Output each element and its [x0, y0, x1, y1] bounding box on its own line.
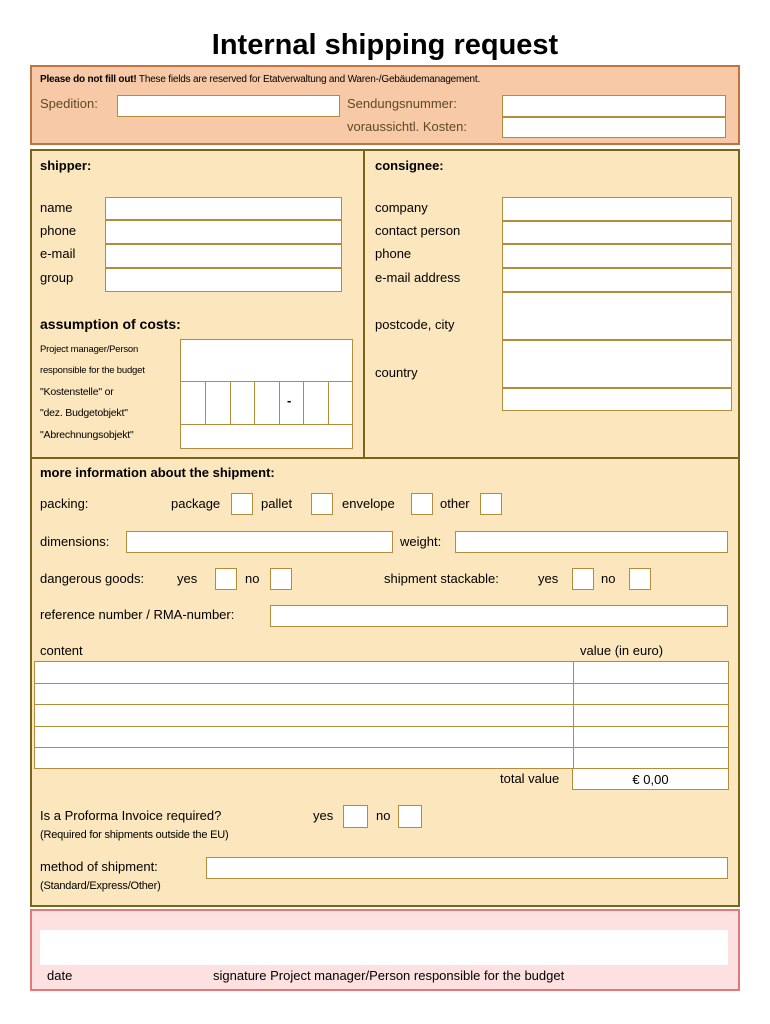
- envelope-label: envelope: [342, 496, 395, 511]
- total-value-field: € 0,00: [572, 768, 729, 790]
- abrechnungsobjekt-field[interactable]: [180, 424, 353, 449]
- consignee-contact-label: contact person: [375, 223, 461, 238]
- content-row-1[interactable]: [35, 662, 572, 683]
- signature-field[interactable]: [40, 930, 728, 965]
- consignee-country-label: country: [375, 365, 418, 380]
- stackable-no-label: no: [601, 571, 616, 586]
- kostenstelle-field[interactable]: [180, 381, 353, 425]
- shipper-name-field[interactable]: [105, 197, 342, 220]
- costs-line4: "dez. Budgetobjekt": [40, 407, 128, 419]
- costs-line5: "Abrechnungsobjekt": [40, 429, 134, 441]
- package-label: package: [171, 496, 221, 511]
- reference-field[interactable]: [270, 605, 728, 627]
- dangerous-yes-label: yes: [177, 571, 198, 586]
- reserved-notice: [40, 74, 480, 86]
- consignee-phone-label: phone: [375, 246, 412, 261]
- kosten-field[interactable]: [502, 117, 726, 138]
- method-label: method of shipment:: [40, 859, 158, 874]
- reserved-notice-text: These fields are reserved for Etatverwaltung and Waren-/Gebäudemanagement.: [138, 74, 481, 85]
- total-value-label: total value: [500, 771, 560, 786]
- content-row-2[interactable]: [35, 683, 572, 704]
- content-row-3[interactable]: [35, 704, 572, 726]
- envelope-checkbox[interactable]: [411, 493, 433, 515]
- shipper-email-field[interactable]: [105, 244, 342, 268]
- consignee-company-field[interactable]: [502, 197, 732, 221]
- consignee-postcode-field[interactable]: [502, 292, 732, 340]
- stackable-no-checkbox[interactable]: [629, 568, 651, 590]
- budget-person-field[interactable]: [180, 339, 353, 382]
- kostenstelle-separator: -: [287, 393, 292, 408]
- consignee-extra-field[interactable]: [502, 388, 732, 411]
- shipper-heading: shipper:: [40, 158, 92, 173]
- costs-line1: Project manager/Person: [40, 344, 139, 355]
- consignee-email-field[interactable]: [502, 268, 732, 292]
- shipper-name-label: name: [40, 200, 73, 215]
- shipper-phone-field[interactable]: [105, 220, 342, 244]
- content-row-5[interactable]: [35, 747, 572, 768]
- consignee-heading: consignee:: [375, 158, 444, 173]
- method-note: (Standard/Express/Other): [40, 880, 161, 892]
- spedition-field[interactable]: [117, 95, 340, 117]
- page-title: Internal shipping request: [211, 29, 559, 61]
- kosten-label: voraussichtl. Kosten:: [347, 119, 467, 134]
- stackable-label: shipment stackable:: [384, 571, 499, 586]
- shipper-group-field[interactable]: [105, 268, 342, 292]
- consignee-email-label: e-mail address: [375, 270, 461, 285]
- proforma-no-checkbox[interactable]: [398, 805, 422, 828]
- costs-line2: responsible for the budget: [40, 365, 145, 376]
- other-checkbox[interactable]: [480, 493, 502, 515]
- consignee-company-label: company: [375, 200, 428, 215]
- method-field[interactable]: [206, 857, 728, 879]
- shipper-group-label: group: [40, 270, 74, 285]
- spedition-label: Spedition:: [40, 96, 98, 111]
- consignee-contact-field[interactable]: [502, 221, 732, 244]
- proforma-no-label: no: [376, 808, 391, 823]
- package-checkbox[interactable]: [231, 493, 253, 515]
- weight-field[interactable]: [455, 531, 728, 553]
- costs-line3: "Kostenstelle" or: [40, 386, 114, 398]
- dangerous-no-label: no: [245, 571, 260, 586]
- shipper-email-label: e-mail: [40, 246, 76, 261]
- costs-heading: assumption of costs:: [40, 316, 181, 332]
- sendungsnummer-field[interactable]: [502, 95, 726, 117]
- content-row-4[interactable]: [35, 726, 572, 747]
- value-header: value (in euro): [580, 643, 664, 658]
- shipment-heading: more information about the shipment:: [40, 465, 275, 480]
- date-label: date: [47, 968, 73, 983]
- dangerous-goods-label: dangerous goods:: [40, 571, 145, 586]
- consignee-country-field[interactable]: [502, 340, 732, 388]
- signature-label: signature Project manager/Person responsible for the budget: [213, 968, 565, 983]
- stackable-yes-label: yes: [538, 571, 559, 586]
- dimensions-field[interactable]: [126, 531, 393, 553]
- consignee-phone-field[interactable]: [502, 244, 732, 268]
- stackable-yes-checkbox[interactable]: [572, 568, 594, 590]
- shipper-phone-label: phone: [40, 223, 77, 238]
- consignee-postcode-label: postcode, city: [375, 317, 455, 332]
- dangerous-yes-checkbox[interactable]: [215, 568, 237, 590]
- dimensions-label: dimensions:: [40, 534, 110, 549]
- sendungsnummer-label: Sendungsnummer:: [347, 96, 457, 111]
- reference-label: reference number / RMA-number:: [40, 607, 235, 622]
- pallet-checkbox[interactable]: [311, 493, 333, 515]
- dangerous-no-checkbox[interactable]: [270, 568, 292, 590]
- pallet-label: pallet: [261, 496, 293, 511]
- packing-label: packing:: [40, 496, 89, 511]
- content-header: content: [40, 643, 83, 658]
- proforma-note: (Required for shipments outside the EU): [40, 829, 229, 841]
- other-label: other: [440, 496, 470, 511]
- proforma-yes-checkbox[interactable]: [343, 805, 368, 828]
- proforma-yes-label: yes: [313, 808, 334, 823]
- reserved-notice-bold: Please do not fill out!: [40, 74, 137, 85]
- proforma-label: Is a Proforma Invoice required?: [40, 808, 222, 823]
- weight-label: weight:: [400, 534, 442, 549]
